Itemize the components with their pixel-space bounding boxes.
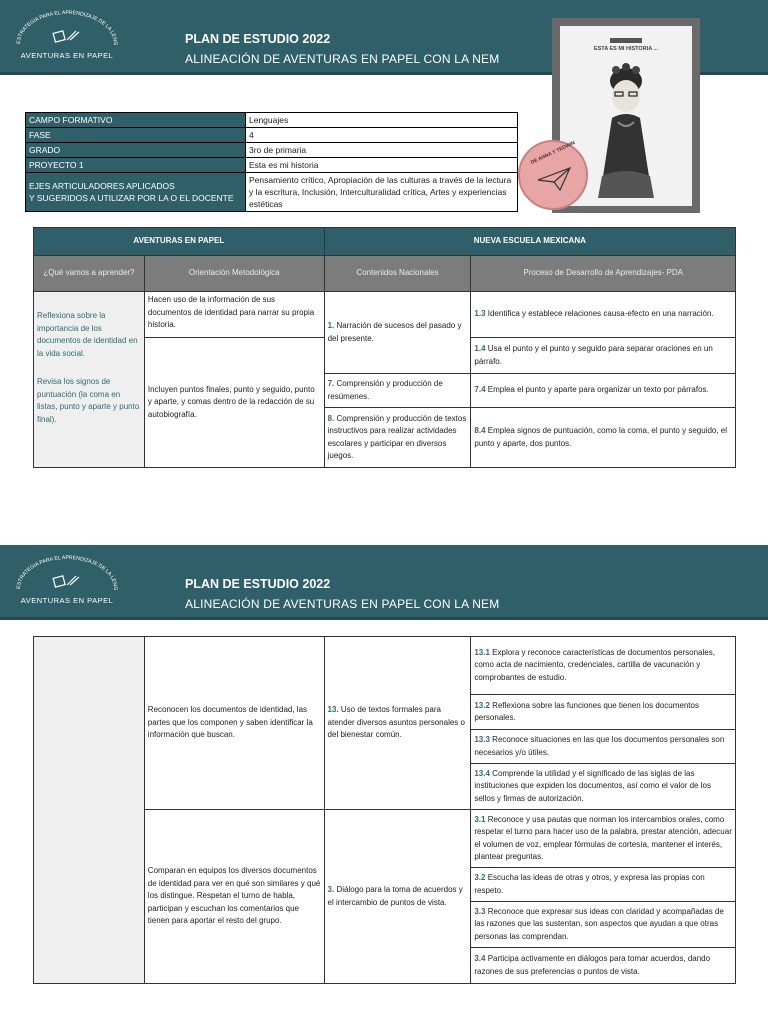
pda-cell: 8.4 Emplea signos de puntuación, como la coma, el punto y seguido, el punto y aparte, dos puntos. bbox=[471, 408, 736, 468]
pda-cell: 1.3 Identifica y establece relaciones causa-efecto en una narración. bbox=[471, 292, 736, 338]
contenido-cell: 1. Narración de sucesos del pasado y del presente. bbox=[324, 292, 471, 374]
header-stripe bbox=[0, 617, 768, 620]
pda-cell: 13.2 Reflexiona sobre las funciones que tienen los documentos personales. bbox=[471, 695, 736, 730]
logo bbox=[12, 10, 122, 66]
pda-cell: 13.1 Explora y reconoce características de documentos personales, como acta de nacimiento, credenciales, cartilla de vacunación y comprobantes de estudio. bbox=[471, 637, 736, 695]
logo-arc-text: ESTRATEGIA PARA EL APRENDIZAJE DE LA LENG bbox=[15, 555, 119, 591]
info-value: Pensamiento crítico, Apropiación de las culturas a través de la lectura y la escritura, Inclusión, Interculturalidad crítica, Artes y experiencias estéticas bbox=[246, 173, 518, 212]
info-value: 4 bbox=[246, 128, 518, 143]
orientacion-cell: Reconocen los documentos de identidad, las partes que los componen y saben identificar la información que buscan. bbox=[144, 637, 324, 810]
pda-cell: 1.4 Usa el punto y el punto y seguido para separar oraciones en un párrafo. bbox=[471, 338, 736, 374]
curriculum-table bbox=[33, 227, 736, 468]
contenido-cell: 13. Uso de textos formales para atender diversos asuntos personales o del bienestar común. bbox=[324, 637, 471, 810]
aprender-text: Reflexiona sobre la importancia de los documentos de identidad en la vida social. bbox=[37, 311, 138, 358]
badge-text: DE AHNA Y TEDWIN bbox=[529, 140, 577, 166]
section-header-nem: NUEVA ESCUELA MEXICANA bbox=[324, 228, 735, 256]
aprender-text: Revisa los signos de puntuación (la coma en listas, punto y aparte y punto final). bbox=[37, 377, 140, 424]
section-header-aventuras: AVENTURAS EN PAPEL bbox=[34, 228, 325, 256]
curriculum-table-continued bbox=[33, 636, 736, 984]
column-header: Contenidos Nacionales bbox=[324, 256, 471, 292]
pda-cell: 3.4 Participa activamente en diálogos para tomar acuerdos, dando razones de sus preferencias o puntos de vista. bbox=[471, 948, 736, 984]
info-label: EJES ARTICULADORES APLICADOS Y SUGERIDOS A UTILIZAR POR LA O EL DOCENTE bbox=[26, 173, 246, 212]
orientacion-cell: Comparan en equipos los diversos documentos de identidad para ver en qué son similares y qué los distingue. Respetan el turno de habla, participan y escuchan los comentarios que tienen para aportar el resto del grupo. bbox=[144, 810, 324, 984]
header-title: PLAN DE ESTUDIO 2022 bbox=[185, 577, 331, 591]
logo-text: AVENTURAS EN PAPEL bbox=[20, 51, 114, 60]
aprender-cell bbox=[34, 637, 145, 984]
info-label: FASE bbox=[26, 128, 246, 143]
info-row bbox=[26, 128, 518, 143]
contenido-cell: 3. Diálogo para la toma de acuerdos y el intercambio de puntos de vista. bbox=[324, 810, 471, 984]
pda-cell: 13.4 Comprende la utilidad y el significado de las siglas de las instituciones que expiden los documentos, así como el valor de los sellos y firmas de autorización. bbox=[471, 764, 736, 810]
column-header: Orientación Metodológica bbox=[144, 256, 324, 292]
logo-text: AVENTURAS EN PAPEL bbox=[20, 596, 114, 605]
pda-cell: 13.3 Reconoce situaciones en las que los documentos personales son necesarios y/o útiles. bbox=[471, 730, 736, 764]
page-header bbox=[0, 545, 768, 620]
pda-cell: 3.1 Reconoce y usa pautas que norman los intercambios orales, como respetar el turno para hacer uso de la palabra, prestar atención, adecuar el volumen de voz, emplear fórmulas de cortesía, mantener el interés, plantear preguntas. bbox=[471, 810, 736, 868]
author-badge bbox=[518, 140, 588, 210]
header-subtitle: ALINEACIÓN DE AVENTURAS EN PAPEL CON LA NEM bbox=[185, 52, 500, 66]
contenido-cell: 8. Comprensión y producción de textos instructivos para realizar actividades escolares y participar en diversos juegos. bbox=[324, 408, 471, 468]
orientacion-cell: Hacen uso de la información de sus documentos de identidad para narrar su propia historia. bbox=[144, 292, 324, 338]
logo-arc bbox=[12, 555, 122, 595]
info-row bbox=[26, 173, 518, 212]
info-value: Lenguajes bbox=[246, 113, 518, 128]
info-label: GRADO bbox=[26, 143, 246, 158]
logo bbox=[12, 555, 122, 611]
aprender-cell bbox=[34, 292, 145, 468]
contenido-cell: 7. Comprensión y producción de resúmenes. bbox=[324, 374, 471, 408]
info-label: PROYECTO 1 bbox=[26, 158, 246, 173]
pda-cell: 3.2 Escucha las ideas de otras y otros, y expresa las propias con respeto. bbox=[471, 868, 736, 902]
header-subtitle: ALINEACIÓN DE AVENTURAS EN PAPEL CON LA NEM bbox=[185, 597, 500, 611]
info-row bbox=[26, 158, 518, 173]
info-label: CAMPO FORMATIVO bbox=[26, 113, 246, 128]
column-header: ¿Qué vamos a aprender? bbox=[34, 256, 145, 292]
column-header: Proceso de Desarrollo de Aprendizajes- PDA bbox=[471, 256, 736, 292]
pda-cell: 3.3 Reconoce que expresar sus ideas con claridad y acompañadas de las razones que las sustentan, son aspectos que ayudan a que otras personas las comprendan. bbox=[471, 902, 736, 948]
info-table bbox=[25, 112, 518, 212]
header-title: PLAN DE ESTUDIO 2022 bbox=[185, 32, 331, 46]
orientacion-cell: Incluyen puntos finales, punto y seguido, punto y aparte, y comas dentro de la redacción de su autobiografía. bbox=[144, 338, 324, 468]
pda-cell: 7.4 Emplea el punto y aparte para organizar un texto por párrafos. bbox=[471, 374, 736, 408]
info-value: 3ro de primaria bbox=[246, 143, 518, 158]
logo-arc-text: ESTRATEGIA PARA EL APRENDIZAJE DE LA LENG bbox=[15, 10, 119, 46]
info-row bbox=[26, 143, 518, 158]
info-value: Esta es mi historia bbox=[246, 158, 518, 173]
info-row bbox=[26, 113, 518, 128]
paper-plane-icon bbox=[520, 142, 586, 208]
logo-arc bbox=[12, 10, 122, 50]
cover-title: ESTA ES MI HISTORIA ... bbox=[593, 46, 659, 52]
